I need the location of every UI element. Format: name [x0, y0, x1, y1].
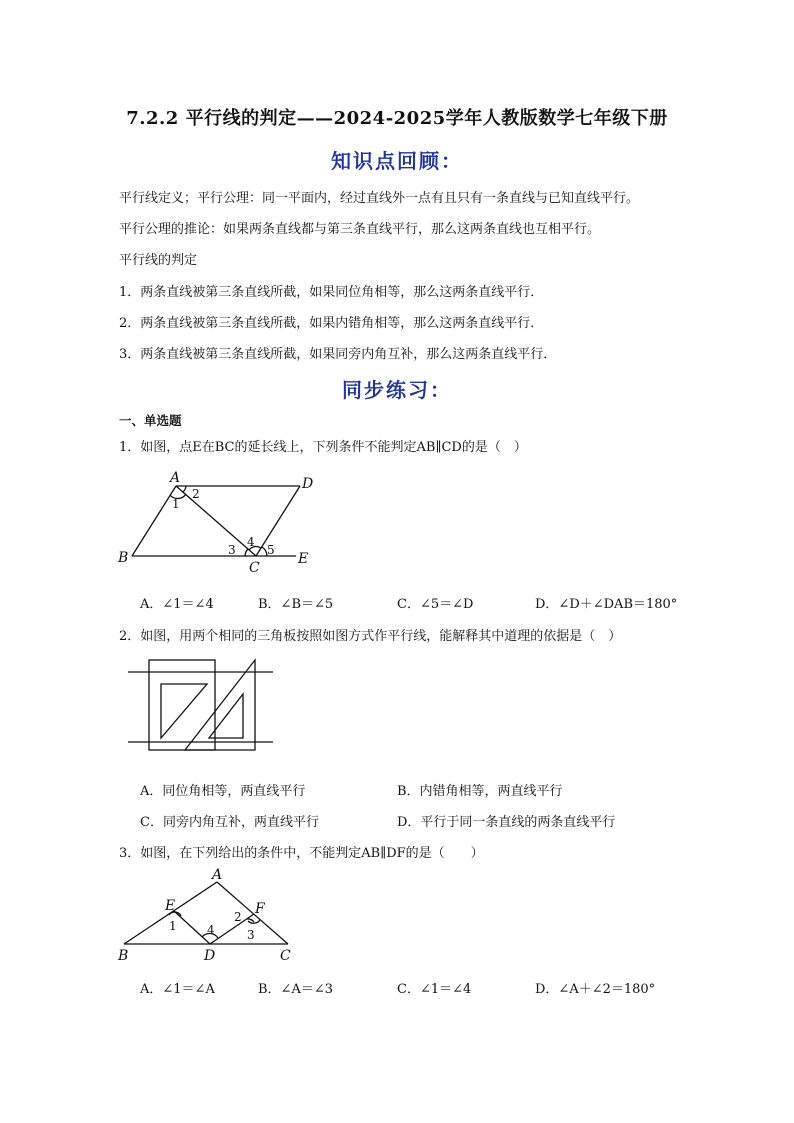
angle-3-arc — [245, 549, 248, 556]
question-1-option-a[interactable]: A．∠1＝∠4 — [140, 597, 214, 612]
label-angle-2: 2 — [192, 487, 200, 501]
section-label: 一、单选题 — [119, 413, 182, 428]
label-angle-4: 4 — [247, 535, 255, 549]
label-e: E — [298, 551, 309, 567]
question-3-option-a[interactable]: A．∠1＝∠A — [140, 982, 215, 997]
question-1-figure — [112, 466, 332, 576]
question-2-option-c[interactable]: C．同旁内角互补，两直线平行 — [140, 815, 319, 830]
label-e: E — [165, 898, 176, 914]
question-3-stem: 3．如图，在下列给出的条件中，不能判定AB∥DF的是（ ） — [119, 846, 484, 861]
practice-heading: 同步练习： — [342, 378, 452, 402]
segment-cd — [256, 486, 300, 556]
page-title: 7.2.2 平行线的判定——2024-2025学年人教版数学七年级下册 — [126, 108, 668, 129]
set-square-2-inner — [209, 694, 243, 738]
label-angle-5: 5 — [267, 543, 275, 557]
angle-2-arc — [183, 486, 186, 492]
label-d: D — [204, 948, 216, 964]
label-angle-3: 3 — [247, 928, 255, 942]
review-corollary: 平行公理的推论：如果两条直线都与第三条直线平行，那么这两条直线也互相平行。 — [119, 222, 601, 237]
question-1-option-b[interactable]: B．∠B＝∠5 — [258, 597, 334, 612]
review-heading: 知识点回顾： — [331, 149, 463, 173]
question-2-option-b[interactable]: B．内错角相等，两直线平行 — [397, 784, 563, 799]
review-rule-3: 3．两条直线被第三条直线所截，如果同旁内角互补，那么这两条直线平行． — [119, 347, 557, 362]
label-angle-2: 2 — [234, 910, 242, 924]
review-definition: 平行线定义；平行公理：同一平面内，经过直线外一点有且只有一条直线与已知直线平行。 — [119, 191, 640, 206]
question-2-stem: 2．如图，用两个相同的三角板按照如图方式作平行线，能解释其中道理的依据是（ ） — [119, 629, 622, 644]
question-3-figure — [112, 866, 302, 966]
label-c: C — [249, 560, 260, 576]
segment-ac — [176, 486, 256, 556]
question-3-option-b[interactable]: B．∠A＝∠3 — [258, 982, 333, 997]
question-1-option-d[interactable]: D．∠D＋∠DAB＝180° — [535, 597, 678, 612]
label-a: A — [212, 867, 223, 883]
label-angle-4: 4 — [207, 923, 215, 937]
label-b: B — [118, 948, 129, 964]
review-rule-1: 1．两条直线被第三条直线所截，如果同位角相等，那么这两条直线平行． — [119, 285, 544, 300]
segment-ed — [174, 911, 210, 944]
question-3-option-c[interactable]: C．∠1＝∠4 — [397, 982, 472, 997]
question-2-figure — [125, 657, 277, 753]
label-b: B — [118, 550, 129, 566]
set-square-1-outline — [149, 660, 215, 750]
question-2-option-d[interactable]: D．平行于同一条直线的两条直线平行 — [397, 815, 616, 830]
question-1-stem: 1．如图，点E在BC的延长线上，下列条件不能判定AB∥CD的是（ ） — [119, 440, 527, 455]
segment-ab — [132, 486, 176, 556]
label-d: D — [302, 476, 314, 492]
review-rule-2: 2．两条直线被第三条直线所截，如果内错角相等，那么这两条直线平行． — [119, 316, 544, 331]
question-1-option-c[interactable]: C．∠5＝∠D — [397, 597, 474, 612]
label-c: C — [280, 948, 291, 964]
label-angle-3: 3 — [228, 543, 236, 557]
question-2-option-a[interactable]: A．同位角相等，两直线平行 — [140, 784, 306, 799]
label-f: F — [255, 901, 265, 917]
question-3-option-d[interactable]: D．∠A＋∠2＝180° — [535, 982, 656, 997]
label-a: A — [170, 470, 181, 486]
label-angle-1: 1 — [169, 919, 177, 933]
review-criteria-heading: 平行线的判定 — [119, 253, 198, 268]
label-angle-1: 1 — [172, 497, 180, 511]
set-square-2-outline — [185, 660, 255, 750]
